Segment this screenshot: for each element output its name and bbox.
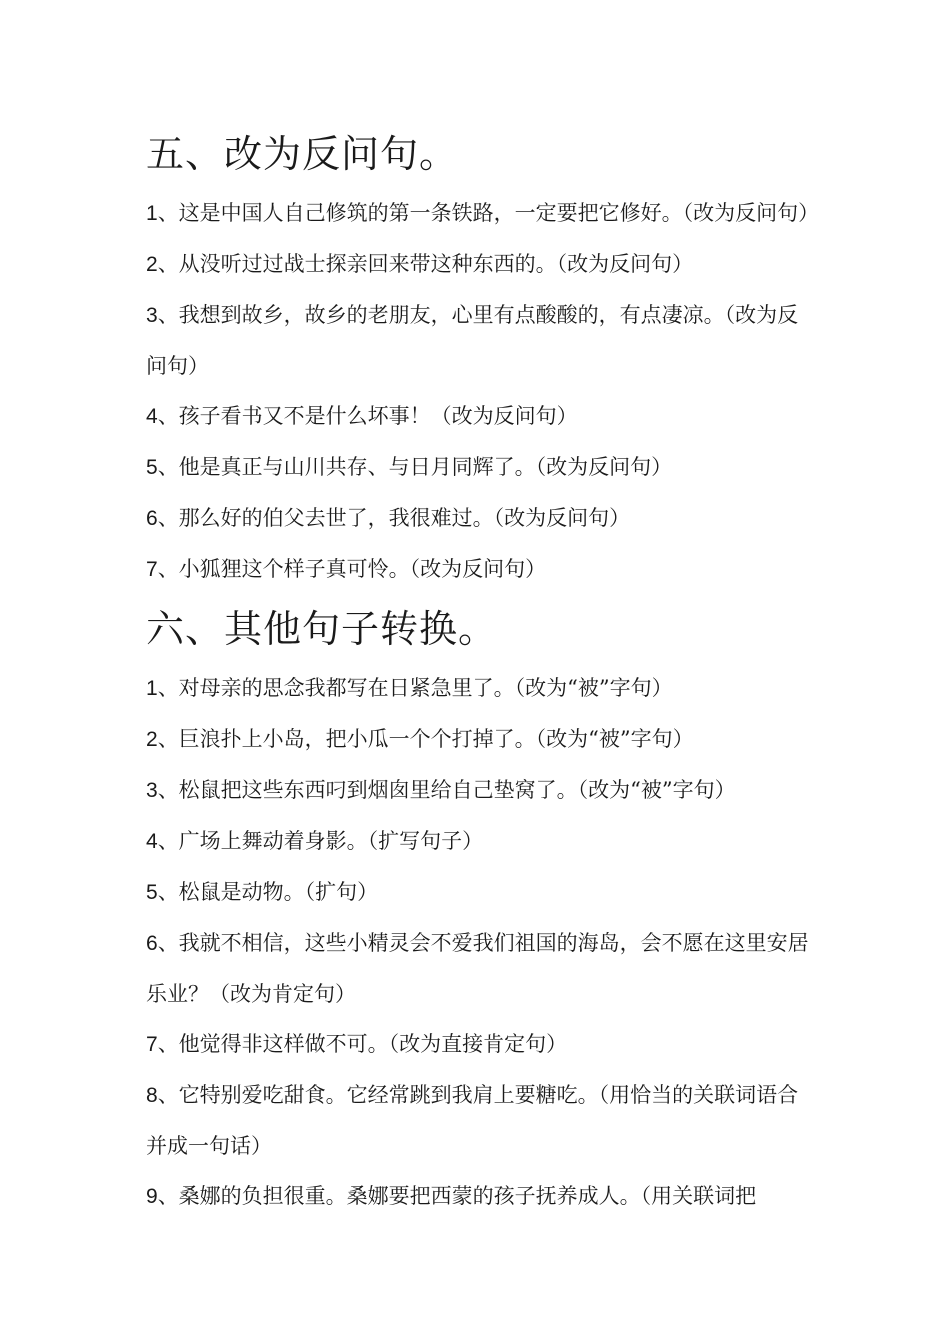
- question-text: 、巨浪扑上小岛，把小瓜一个个打掉了。（改为“被”字句）: [157, 727, 694, 751]
- question-6-7: [146, 1019, 812, 1070]
- question-number: 5: [146, 456, 158, 479]
- question-text: 、桑娜的负担很重。桑娜要把西蒙的孩子抚养成人。（用关联词把: [157, 1184, 757, 1208]
- question-text: 、这是中国人自己修筑的第一条铁路，一定要把它修好。（改为反问句）: [157, 201, 820, 225]
- question-text: 、它特别爱吃甜食。它经常跳到我肩上要糖吃。（用恰当的关联词语合并成一句话）: [146, 1083, 799, 1158]
- question-number: 3: [146, 779, 158, 802]
- question-6-6: [146, 918, 812, 1019]
- question-text: 、松鼠把这些东西叼到烟囱里给自己垫窝了。（改为“被”字句）: [157, 778, 736, 802]
- question-text: 、他是真正与山川共存、与日月同辉了。（改为反问句）: [157, 455, 673, 479]
- section-6-list: [146, 663, 812, 1222]
- question-number: 7: [146, 1033, 158, 1056]
- question-text: 、那么好的伯父去世了，我很难过。（改为反问句）: [157, 506, 631, 530]
- question-number: 4: [146, 830, 158, 853]
- question-5-7: [146, 544, 812, 595]
- question-text: 、对母亲的思念我都写在日紧急里了。（改为“被”字句）: [157, 676, 673, 700]
- question-5-1: [146, 188, 820, 239]
- question-number: 1: [146, 202, 158, 225]
- question-number: 4: [146, 405, 158, 428]
- question-text: 、小狐狸这个样子真可怜。（改为反问句）: [157, 557, 547, 581]
- section-6-title: 六、其他句子转换。: [146, 607, 498, 651]
- question-text: 、我想到故乡，故乡的老朋友，心里有点酸酸的，有点凄凉。（改为反问句）: [146, 303, 799, 378]
- question-text: 、他觉得非这样做不可。（改为直接肯定句）: [157, 1032, 568, 1056]
- question-6-8: [146, 1070, 812, 1171]
- question-number: 9: [146, 1185, 158, 1208]
- question-text: 、松鼠是动物。（扩句）: [157, 880, 379, 904]
- question-number: 2: [146, 253, 158, 276]
- question-number: 8: [146, 1084, 158, 1107]
- question-number: 1: [146, 677, 158, 700]
- question-6-9: [146, 1171, 812, 1222]
- question-number: 6: [146, 507, 158, 530]
- document-page: [146, 120, 820, 1222]
- question-6-4: [146, 816, 812, 867]
- question-text: 、孩子看书又不是什么坏事！（改为反问句）: [157, 404, 578, 428]
- question-6-3: [146, 765, 812, 816]
- question-6-5: [146, 867, 812, 918]
- question-number: 6: [146, 932, 158, 955]
- question-text: 、我就不相信，这些小精灵会不爱我们祖国的海岛，会不愿在这里安居乐业？（改为肯定句）: [146, 931, 809, 1006]
- question-number: 5: [146, 881, 158, 904]
- section-5-title: 五、改为反问句。: [146, 132, 459, 176]
- question-5-2: [146, 239, 812, 290]
- question-6-1: [146, 663, 812, 714]
- question-number: 3: [146, 304, 158, 327]
- question-text: 、广场上舞动着身影。（扩写句子）: [157, 829, 484, 853]
- question-5-5: [146, 442, 812, 493]
- question-text: 、从没听过过战士探亲回来带这种东西的。（改为反问句）: [157, 252, 694, 276]
- question-5-3: [146, 290, 812, 391]
- question-5-6: [146, 493, 812, 544]
- question-6-2: [146, 714, 812, 765]
- question-number: 2: [146, 728, 158, 751]
- section-5-list: [146, 188, 820, 595]
- question-number: 7: [146, 558, 158, 581]
- question-5-4: [146, 391, 812, 442]
